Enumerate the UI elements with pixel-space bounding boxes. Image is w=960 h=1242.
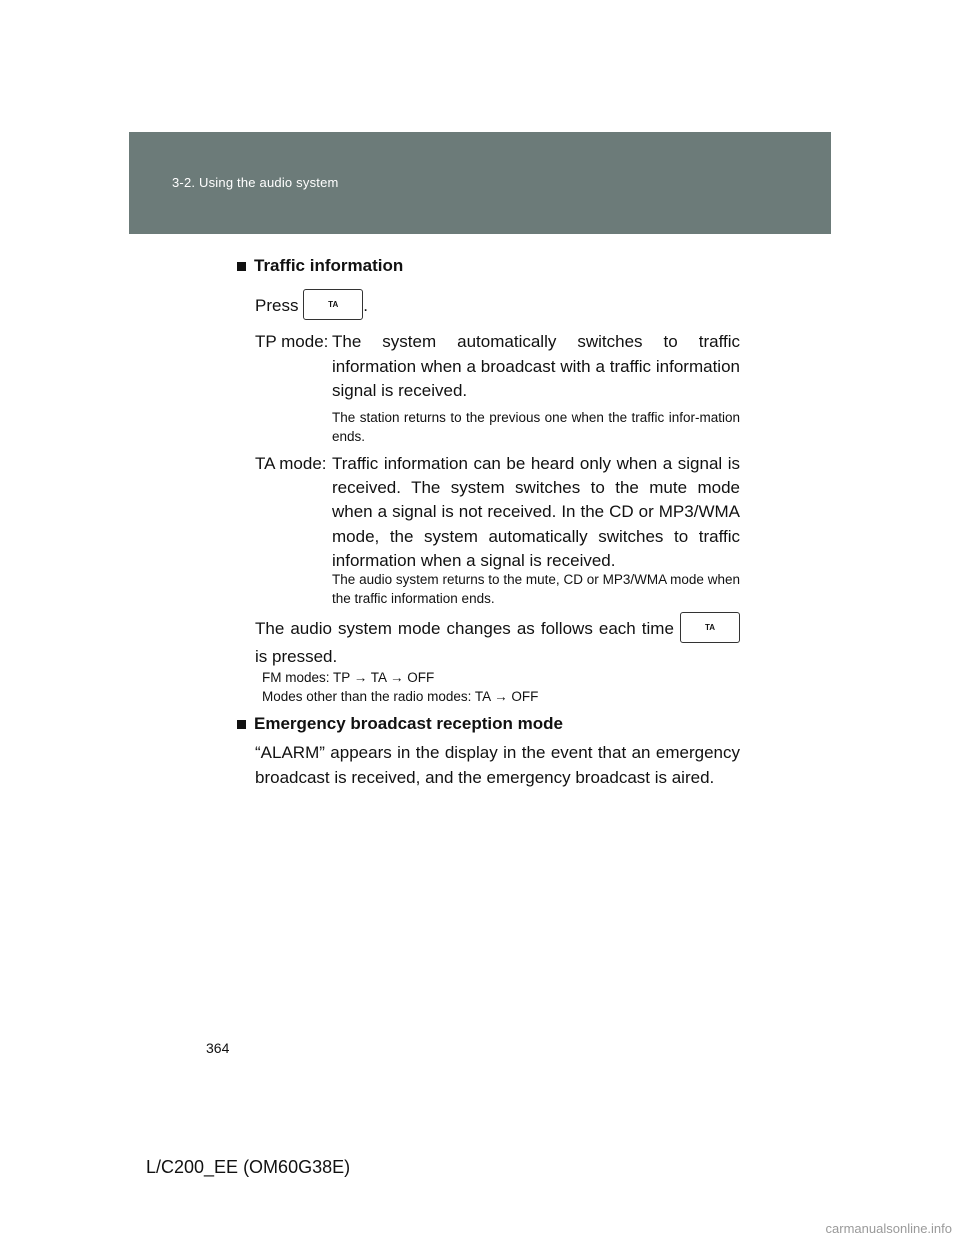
- tp-mode-label: TP mode:: [255, 332, 329, 351]
- bullet-icon: [237, 262, 246, 271]
- emergency-heading-text: Emergency broadcast reception mode: [254, 714, 563, 733]
- bullet-icon: [237, 720, 246, 729]
- cycle-description: [255, 614, 740, 669]
- cycle-suffix: is pressed.: [255, 647, 338, 666]
- fm-modes-line: FM modes: TP → TA → OFF: [262, 670, 435, 685]
- press-prefix: Press: [255, 295, 299, 315]
- ta-mode-text: Traffic information can be heard only when a signal is received. The system switches to the mute mode when a signal is not received. In the CD or MP3/WMA mode, the system automatically switches to traffic information when a signal is received.: [332, 454, 740, 570]
- tp-mode-text: The system automatically switches to traffic information when a broadcast with a traffic information signal is received.: [332, 332, 740, 400]
- ta-button-icon: TA: [303, 289, 363, 320]
- press-line: [255, 291, 740, 322]
- section-title: 3-2. Using the audio system: [172, 175, 339, 190]
- cycle-prefix: The audio system mode changes as follows each time: [255, 618, 674, 638]
- emergency-heading: [237, 714, 563, 734]
- footer-code: L/C200_EE (OM60G38E): [146, 1157, 351, 1177]
- traffic-info-heading-text: Traffic information: [254, 256, 404, 275]
- page-number: 364: [206, 1040, 230, 1056]
- press-suffix: .: [363, 295, 368, 315]
- ta-mode-note: The audio system returns to the mute, CD or MP3/WMA mode when the traffic information ends.: [332, 572, 740, 606]
- tp-mode-note: The station returns to the previous one when the traffic infor-mation ends.: [332, 410, 740, 444]
- other-modes-line: Modes other than the radio modes: TA → OFF: [262, 689, 539, 704]
- ta-button-icon-2: TA: [680, 612, 740, 643]
- watermark: carmanualsonline.info: [825, 1221, 952, 1236]
- ta-mode-label: TA mode:: [255, 454, 327, 473]
- emergency-text: “ALARM” appears in the display in the event that an emergency broadcast is received, and the emergency broadcast is aired.: [255, 743, 740, 787]
- traffic-info-heading: [237, 256, 403, 276]
